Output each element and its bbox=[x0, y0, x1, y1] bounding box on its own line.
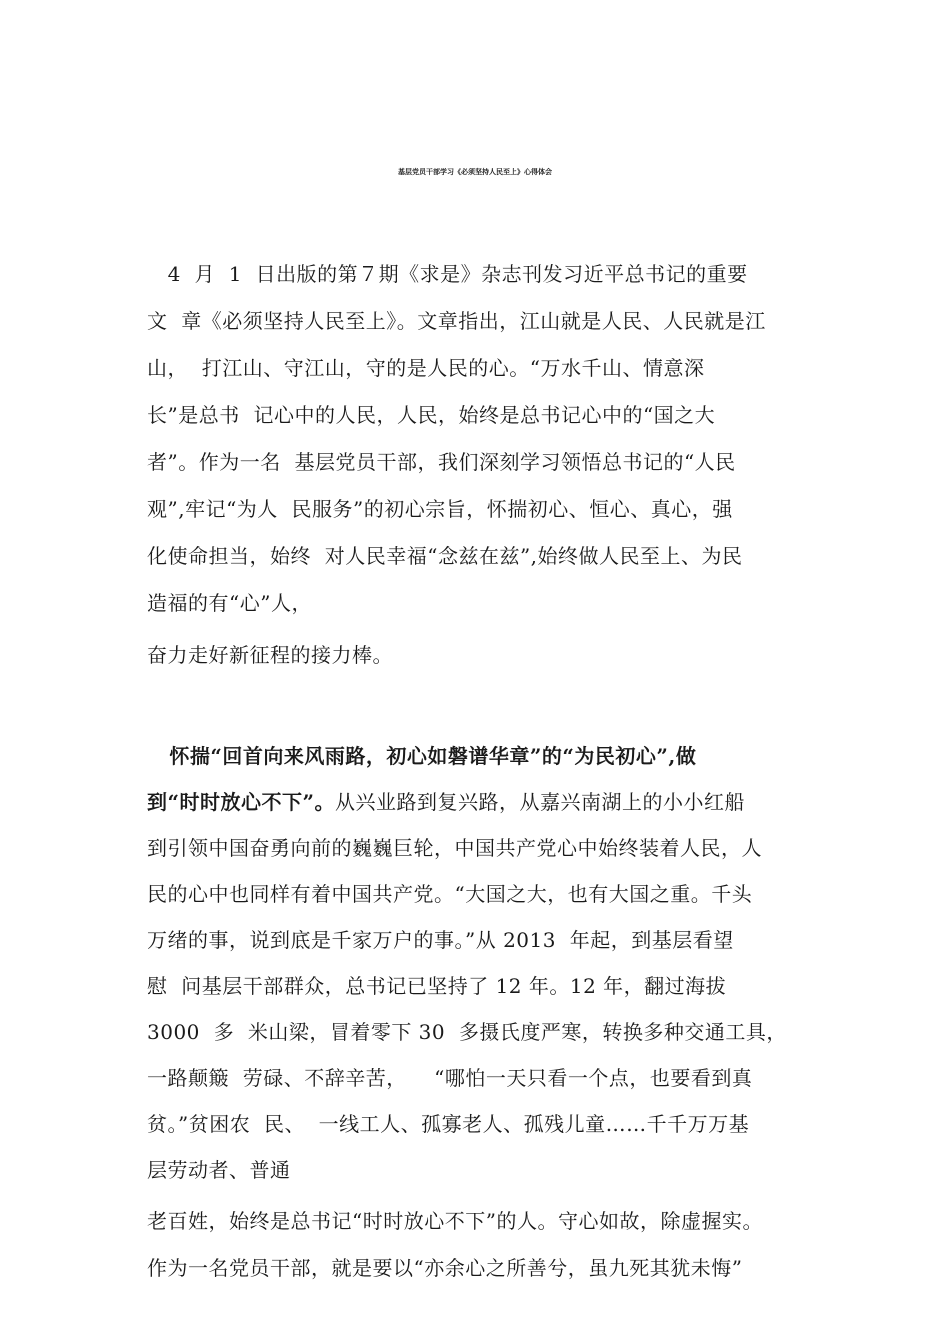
paragraph-text: 从兴业路到复兴路，从嘉兴南湖上的小小红船 bbox=[335, 790, 746, 814]
paragraph-line: 层劳动者、普通 bbox=[147, 1158, 291, 1182]
section-heading: 怀揣“回首向来风雨路，初心如磐谱华章”的“为民初心”,做 bbox=[147, 744, 697, 768]
paragraph-line: 作为一名党员干部，就是要以“亦余心之所善兮，虽九死其犹未悔” bbox=[147, 1256, 743, 1280]
section-heading-tail: 到“时时放心不下”。 bbox=[147, 790, 336, 814]
paragraph-line: 3000 多 米山梁，冒着零下 30 多摄氏度严寒，转换多种交通工具， bbox=[147, 1020, 787, 1044]
paragraph-line bbox=[147, 787, 745, 817]
paragraph-line: 贫。”贫困农 民、 一线工人、孤寡老人、孤残儿童……千千万万基 bbox=[147, 1112, 750, 1136]
paragraph-line: 慰 问基层干部群众，总书记已坚持了 12 年。12 年，翻过海拔 bbox=[147, 974, 727, 998]
paragraph-line: 4 月 1 日出版的第７期《求是》杂志刊发习近平总书记的重要 bbox=[147, 262, 748, 286]
paragraph-line: 到引领中国奋勇向前的巍巍巨轮，中国共产党心中始终装着人民，人 bbox=[147, 836, 762, 860]
paragraph-line: 山， 打江山、守江山，守的是人民的心。“万水千山、情意深 bbox=[147, 356, 705, 380]
paragraph-line: 观”,牢记“为人 民服务”的初心宗旨，怀揣初心、恒心、真心，强 bbox=[147, 497, 733, 521]
paragraph-line: 文 章《必须坚持人民至上》。文章指出，江山就是人民、人民就是江 bbox=[147, 309, 766, 333]
document-title: 基层党员干部学习《必须坚持人民至上》心得体会 bbox=[398, 167, 552, 176]
paragraph-line: 化使命担当，始终 对人民幸福“念兹在兹”,始终做人民至上、为民 bbox=[147, 544, 743, 568]
paragraph-line: 老百姓，始终是总书记“时时放心不下”的人。守心如故，除虚握实。 bbox=[147, 1209, 763, 1233]
paragraph-line: 民的心中也同样有着中国共产党。“大国之大，也有大国之重。千头 bbox=[147, 882, 753, 906]
paragraph-line: 者”。作为一名 基层党员干部，我们深刻学习领悟总书记的“人民 bbox=[147, 450, 736, 474]
paragraph-line: 奋力走好新征程的接力棒。 bbox=[147, 643, 393, 667]
paragraph-line: 一路颠簸 劳碌、不辞辛苦， “哪怕一天只看一个点，也要看到真 bbox=[147, 1066, 753, 1090]
paragraph-line: 造福的有“心”人， bbox=[147, 591, 312, 615]
paragraph-line: 长”是总书 记心中的人民，人民，始终是总书记心中的“国之大 bbox=[147, 403, 716, 427]
paragraph-line: 万绪的事，说到底是千家万户的事。”从 2013 年起，到基层看望 bbox=[147, 928, 734, 952]
